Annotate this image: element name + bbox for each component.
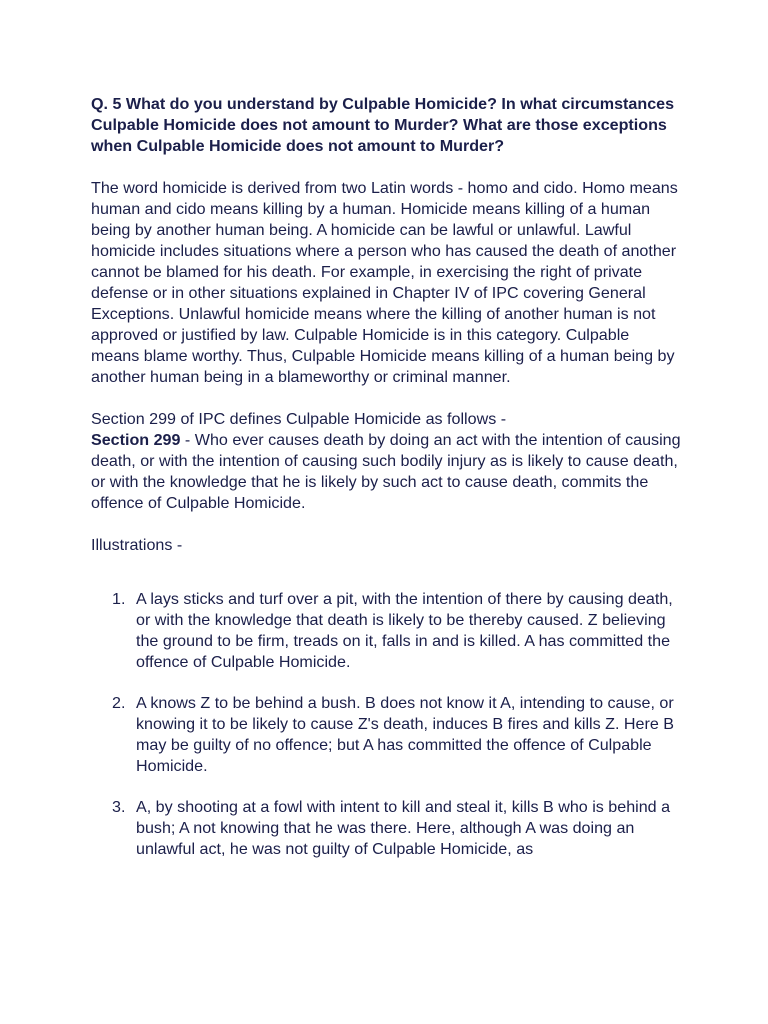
list-number: 1. xyxy=(112,590,126,608)
list-text: A knows Z to be behind a bush. B does not know it A, intending to cause, or knowing it to be likely to cause Z's death, induces B fires and kills Z. Here B may be guilty of no offence; but A has committed the offence of Culpable Homicide. xyxy=(136,694,674,775)
question-heading: Q. 5 What do you understand by Culpable Homicide? In what circumstances Culpable Homicide does not amount to Murder? What are those exceptions when Culpable Homicide does not amount to Murder? xyxy=(91,95,675,155)
list-item xyxy=(91,797,681,860)
intro-paragraph: The word homicide is derived from two Latin words - homo and cido. Homo means human and cido means killing by a human. Homicide means killing of a human being by another human being. A homicide can be lawful or unlawful. Lawful homicide includes situations where a person who has caused the death of another cannot be blamed for his death. For example, in exercising the right of private defense or in other situations explained in Chapter IV of IPC covering General Exceptions. Unlawful homicide means where the killing of another human is not approved or justified by law. Culpable Homicide is in this category. Culpable means blame worthy. Thus, Culpable Homicide means killing of a human being by another human being in a blameworthy or criminal manner. xyxy=(91,179,678,386)
section-intro: Section 299 of IPC defines Culpable Homicide as follows - xyxy=(91,410,507,428)
list-number: 2. xyxy=(112,694,126,712)
illustrations-list xyxy=(91,589,681,860)
section-299-block xyxy=(91,409,681,514)
list-text: A, by shooting at a fowl with intent to kill and steal it, kills B who is behind a bush; A not knowing that he was there. Here, although A was doing an unlawful act, he was not guilty of Culpable Homicide, as xyxy=(136,798,671,858)
illustrations-heading: Illustrations - xyxy=(91,536,183,554)
section-label: Section 299 xyxy=(91,431,181,449)
list-number: 3. xyxy=(112,798,126,816)
section-text: - Who ever causes death by doing an act with the intention of causing death, or with the intention of causing such bodily injury as is likely to cause death, or with the knowledge that he is likely by such act to cause death, commits the offence of Culpable Homicide. xyxy=(91,431,681,512)
section-definition xyxy=(91,430,681,514)
document-page xyxy=(91,94,681,880)
list-item xyxy=(91,589,681,673)
list-item xyxy=(91,693,681,777)
list-text: A lays sticks and turf over a pit, with the intention of there by causing death, or with the knowledge that death is likely to be thereby caused. Z believing the ground to be firm, treads on it, falls in and is killed. A has committed the offence of Culpable Homicide. xyxy=(136,590,673,671)
